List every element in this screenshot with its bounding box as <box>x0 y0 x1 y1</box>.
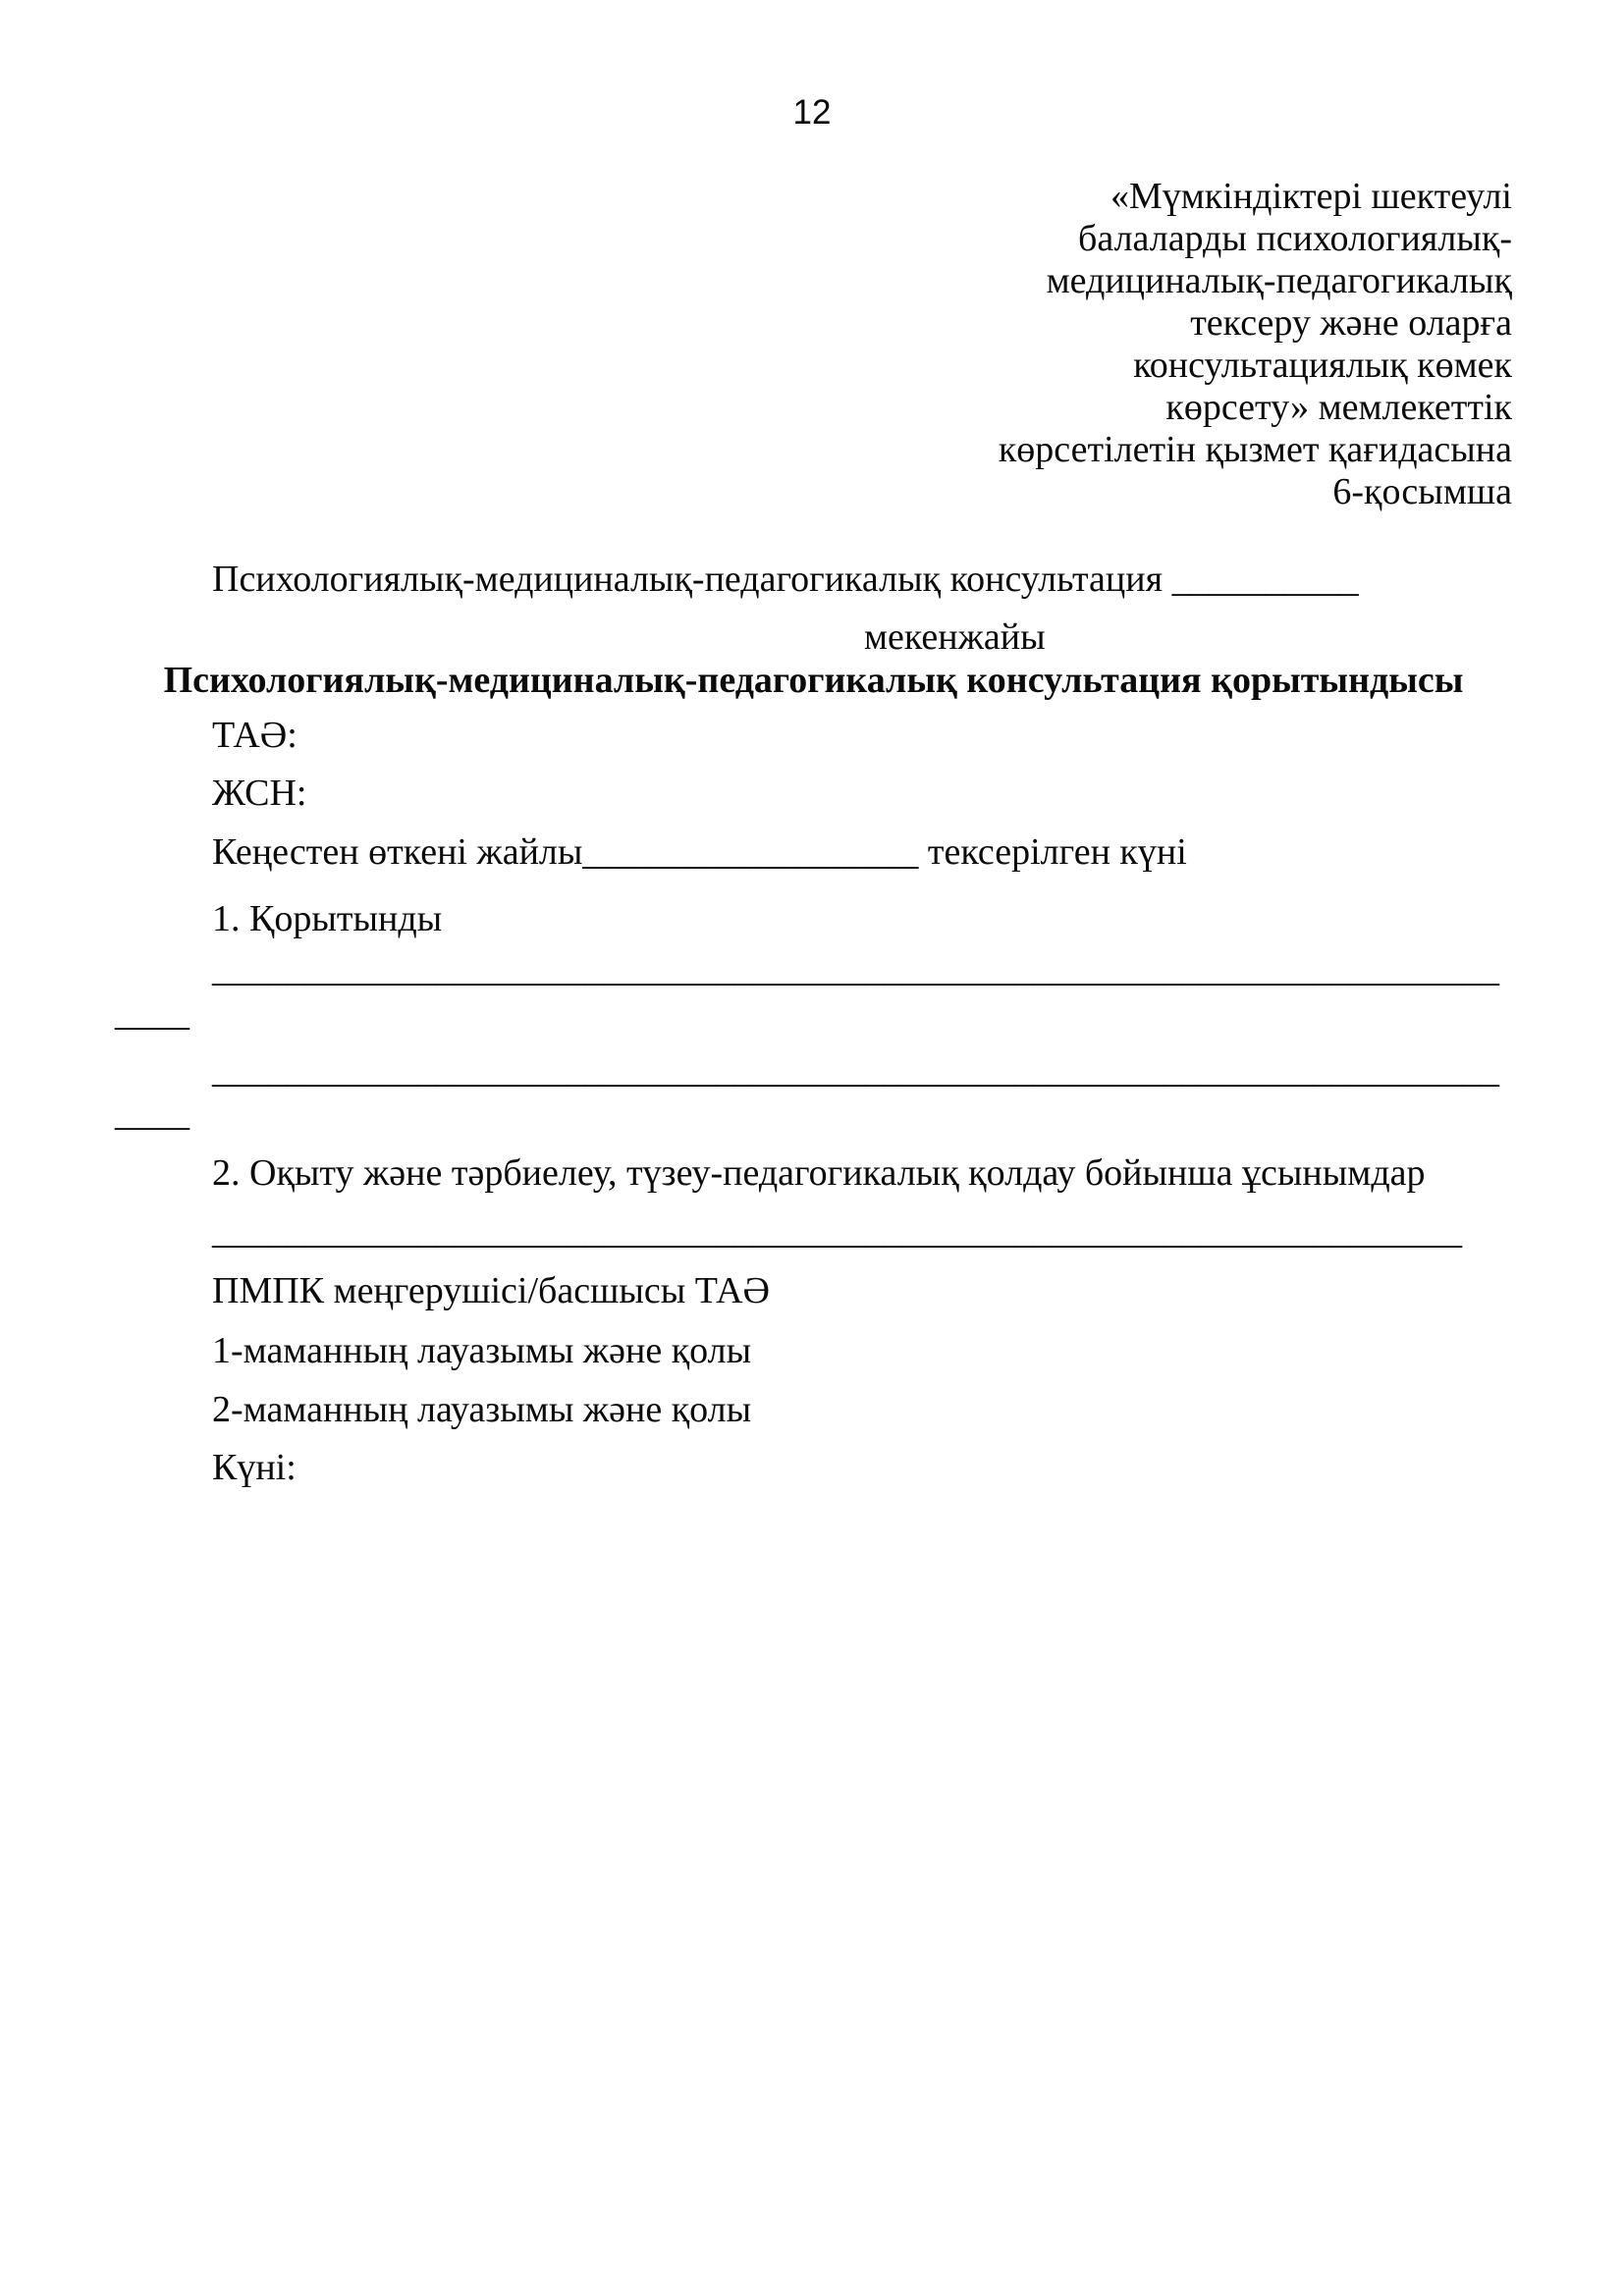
head-signature-line: ПМПК меңгерушісі/басшысы ТАӘ <box>212 1270 770 1311</box>
appendix-header-line: көрсетілетін қызмет қағидасына <box>998 429 1512 470</box>
address-label: мекенжайы <box>864 616 1046 658</box>
consultation-name-line: Психологиялық-медициналық-педагогикалық консультация __________ <box>212 559 1359 600</box>
form-title: Психологиялық-медициналық-педагогикалық консультация қорытындысы <box>163 660 1464 701</box>
fio-label-line: ТАӘ: <box>212 715 298 756</box>
date-label-line: Күні: <box>212 1447 297 1488</box>
appendix-header-block <box>115 176 1512 513</box>
appendix-header-line: консультациялық көмек <box>1133 345 1512 386</box>
council-date-line: Кеңестен өткені жайлы__________________ тексерілген күні <box>212 831 1187 873</box>
page-number: 12 <box>792 93 832 132</box>
conclusion-blank-line-1: _____________________________________________________________________ <box>212 948 1499 989</box>
recommendations-blank-line: ___________________________________________________________________ <box>212 1210 1462 1252</box>
recommendations-section-heading: 2. Оқыту және тәрбиелеу, түзеу-педагогикалық қолдау бойынша ұсынымдар <box>212 1152 1426 1194</box>
conclusion-blank-line-1-continuation: ____ <box>115 992 189 1034</box>
specialist2-signature-line: 2-маманның лауазымы және қолы <box>212 1389 752 1430</box>
appendix-header-line: тексеру және оларға <box>1190 302 1512 344</box>
appendix-header-line: «Мүмкіндіктері шектеулі <box>1110 176 1512 217</box>
appendix-header-line: көрсету» мемлекеттік <box>1165 387 1512 428</box>
conclusion-section-heading: 1. Қорытынды <box>212 898 443 939</box>
appendix-header-line: балаларды психологиялық- <box>1078 218 1512 259</box>
conclusion-blank-line-2-continuation: ____ <box>115 1093 189 1134</box>
appendix-header-line: медициналық-педагогикалық <box>1046 260 1512 301</box>
specialist1-signature-line: 1-маманның лауазымы және қолы <box>212 1330 752 1371</box>
conclusion-blank-line-2: _____________________________________________________________________ <box>212 1049 1499 1091</box>
appendix-header-line: 6-қосымша <box>1332 471 1512 512</box>
iin-label-line: ЖСН: <box>212 773 307 814</box>
